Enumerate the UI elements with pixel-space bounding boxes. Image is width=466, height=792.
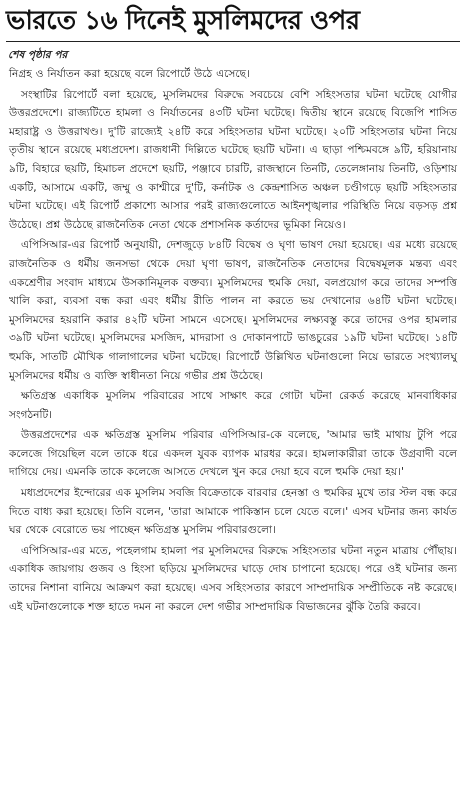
paragraph: এপিসিআর-এর মতে, পহেলগাম হামলা পর মুসলিমদের বিরুদ্ধে সহিংসতার ঘটনা নতুন মাত্রায় পৌঁছায়। একাধিক জায়গায় গুজব ও হিংসা ছড়িয়ে মুসলিমদের ঘাড়ে দোষ চাপানো হয়েছে। পরে ওই ঘটনার জন্য তাদের নিশানা বানিয়ে আক্রমণ করা হয়েছে। এসব সহিংসতার কারণে সাম্প্রদায়িক সম্প্রীতিকে নষ্ট করেছে। এই ঘটনাগুলোকে শক্ত হাতে দমন না করলে দেশ গভীর সাম্প্রদায়িক বিভাজনের ঝুঁকি তৈরি করবে। xyxy=(9,544,457,613)
paragraph: এপিসিআর-এর রিপোর্ট অনুযায়ী, দেশজুড়ে ৮৪টি বিদ্বেষ ও ঘৃণা ভাষণ দেয়া হয়েছে। এর মধ্যে রয়েছে রাজনৈতিক ও ধর্মীয় জনসভা থেকে দেয়া ঘৃণা ভাষণ, রাজনৈতিক নেতাদের বিদ্বেষমূলক মন্তব্য এবং একশ্রেণীর সংবাদ মাধ্যমে উসকানিমূলক বক্তব্য। মুসলিমদের হুমকি দেয়া, বলপ্রয়োগ করে তাদের সম্পত্তি খালি করা, ব্যবসা বন্ধ করা এবং ধর্মীয় রীতি পালন না করতে ভয় দেখানোর ৬৪টি ঘটনা ঘটেছে। মুসলিমদের হয়রানি করার ৪২টি ঘটনা সামনে এসেছে। মুসলিমদের লক্ষ্যবস্তু করে তাদের ওপর হামলার ৩৯টি ঘটনা ঘটেছে। মুসলিমদের মসজিদ, মাদরাসা ও দোকানপাটে ভাঙচুরের ১৯টি ঘটনা ঘটেছে। ১৪টি হুমকি, সাতটি মৌখিক গালাগালের ঘটনা ঘটেছে। রিপোর্টে উল্লিখিত ঘটনাগুলো নিয়ে ভারতে সংখ্যালঘু মুসলিমদের ধর্মীয় ও ব্যক্তি স্বাধীনতা নিয়ে গভীর প্রশ্ন উঠেছে। xyxy=(9,239,457,382)
headline: ভারতে ১৬ দিনেই মুসলিমদের ওপর xyxy=(6,6,360,36)
paragraph: নিগ্রহ ও নির্যাতন করা হয়েছে বলে রিপোর্টে উঠে এসেছে। xyxy=(9,68,250,80)
headline-rule xyxy=(6,41,460,42)
continued-from-label: শেষ পৃষ্ঠার পর xyxy=(8,49,68,61)
paragraph: মধ্যপ্রদেশের ইন্দোরের এক মুসলিম সবজি বিক্রেতাকে বারবার হেনস্তা ও হুমকির মুখে তার স্টল বন্ধ করে দিতে বাধ্য করা হয়েছে। তিনি বলেন, 'তারা আমাকে পাকিস্তান চলে যেতে বলে।' এসব ঘটনার জন্য কার্যত ঘর থেকে বেরোতে ভয় পাচ্ছেন ক্ষতিগ্রস্ত মুসলিম পরিবারগুলো। xyxy=(9,487,457,537)
paragraph: ক্ষতিগ্রস্ত একাধিক মুসলিম পরিবারের সাথে সাক্ষাৎ করে গোটা ঘটনা রেকর্ড করেছে মানবাধিকার সংগঠনটি। xyxy=(9,390,457,421)
paragraph: উত্তরপ্রদেশের এক ক্ষতিগ্রস্ত মুসলিম পরিবার এপিসিআর-কে বলেছে, 'আমার ভাই মাথায় টুপি পরে কলেজে গিয়েছিল বলে তাকে ধরে একদল যুবক ব্যাপক মারধর করে। হামলাকারীরা তাকে উগ্রবাদী বলে দাগিয়ে দেয়। এমনকি তাকে কলেজে আসতে দেখলে খুন করে দেয়া হবে বলে হুমকি দেয়া হয়।' xyxy=(9,429,457,479)
article-body xyxy=(9,65,457,616)
paragraph: সংস্থাটির রিপোর্টে বলা হয়েছে, মুসলিমদের বিরুদ্ধে সবচেয়ে বেশি সহিংসতার ঘটনা ঘটেছে যোগীর উত্তরপ্রদেশে। রাজ্যটিতে হামলা ও নির্যাতনের ৪৩টি ঘটনা ঘটেছে। দ্বিতীয় স্থানে রয়েছে বিজেপি শাসিত মহারাষ্ট্র ও উত্তরাখণ্ড। দু'টি রাজ্যেই ২৪টি করে সহিংসতার ঘটনা ঘটেছে। ২০টি সহিংসতার ঘটনা নিয়ে তৃতীয় স্থানে রয়েছে মধ্যপ্রদেশ। রাজধানী দিল্লিতে ঘটেছে ছয়টি ঘটনা। এ ছাড়া পশ্চিমবঙ্গে ৯টি, হরিয়ানায় ৯টি, বিহারে ছয়টি, হিমাচল প্রদেশে ছয়টি, পঞ্জাবে চারটি, রাজস্থানে তিনটি, তেলেঙ্গানায় তিনটি, ওড়িশায় একটি, আসামে একটি, জম্মু ও কাশ্মীরে দু'টি, কর্নাটক ও কেন্দ্রশাসিত অঞ্চল চণ্ডীগড়ে ছয়টি সহিংসতার ঘটনা ঘটেছে। এই রিপোর্ট প্রকাশ্যে আসার পরই রাজ্যগুলোতে আইনশৃঙ্খলার পরিস্থিতি নিয়ে বড়সড় প্রশ্ন উঠেছে। প্রশ্ন উঠেছে রাজনৈতিক নেতা থেকে প্রশাসনিক কর্তাদের ভূমিকা নিয়েও। xyxy=(9,88,457,231)
